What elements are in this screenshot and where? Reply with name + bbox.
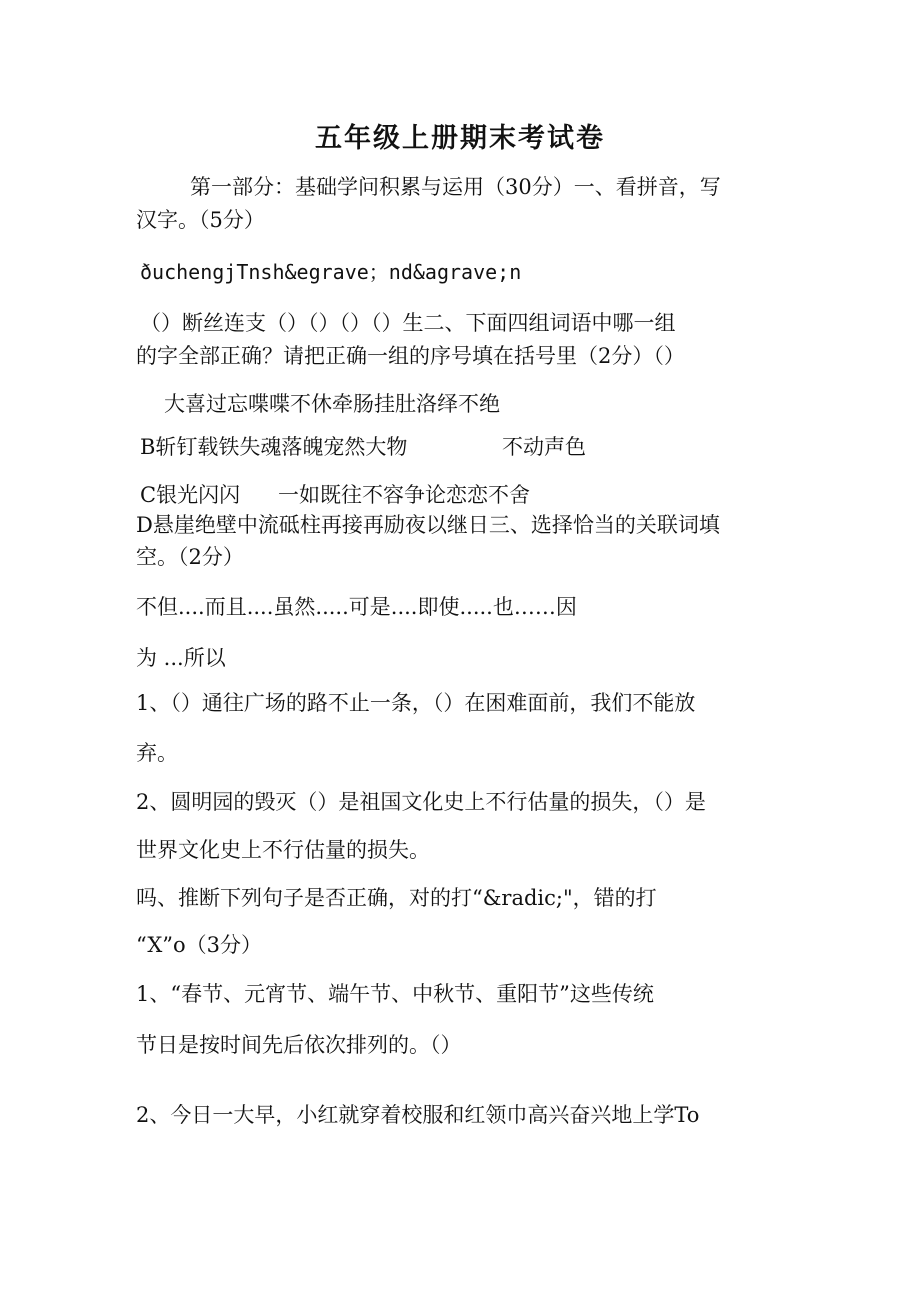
judge-item-2: 2、今日一大早，小红就穿着校服和红领巾高兴奋兴地上学To: [136, 1103, 700, 1127]
fill-item-1: 1、（）通往广场的路不止一条，（）在困难面前，我们不能放: [136, 691, 696, 715]
fill-item-2-cont: 世界文化史上不行估量的损失。: [136, 838, 430, 862]
part-one-heading-cont: 汉字。（5分）: [136, 208, 265, 232]
option-c: C银光闪闪: [140, 483, 241, 507]
conjunction-list: 不但....而且....虽然.....可是....即使.....也……因: [136, 595, 577, 619]
option-b-tail: 不动声色: [502, 435, 586, 459]
option-b: B斩钉载铁失魂落魄宠然大物: [140, 435, 408, 459]
judge-item-1: 1、“春节、元宵节、端午节、中秋节、重阳节”这些传统: [136, 982, 654, 1006]
option-a: 大喜过忘喋喋不休牵肠挂肚洛绎不绝: [164, 392, 500, 416]
option-c-tail: 一如既往不容争论恋恋不舍: [278, 483, 530, 507]
judge-heading: 吗、推断下列句子是否正确，对的打“&radic;"，错的打: [136, 886, 657, 910]
option-d: D悬崖绝壁中流砥柱再接再励夜以继日三、选择恰当的关联词填: [136, 513, 720, 537]
exam-title: 五年级上册期末考试卷: [315, 123, 605, 154]
judge-heading-cont: “X”o（3分）: [136, 933, 263, 957]
conjunction-list-cont: 为 ...所以: [136, 646, 226, 670]
part-one-heading: 第一部分：基础学问积累与运用（30分）一、看拼音，写: [190, 175, 721, 199]
fill-item-2: 2、圆明园的毁灭（）是祖国文化史上不行估量的损失，（）是: [136, 790, 706, 814]
option-d-cont: 空。（2分）: [136, 545, 244, 569]
question-line: （）断丝连支（）（）（）（）生二、下面四组词语中哪一组: [140, 311, 676, 335]
fill-item-1-cont: 弃。: [136, 741, 178, 765]
judge-item-1-cont: 节日是按时间先后依次排列的。（）: [136, 1033, 462, 1057]
pinyin-line: ðuchengjTnsh&egrave；nd&agrave;n: [140, 260, 522, 284]
question-line: 的字全部正确？请把正确一组的序号填在括号里（2分）（）: [136, 344, 685, 368]
